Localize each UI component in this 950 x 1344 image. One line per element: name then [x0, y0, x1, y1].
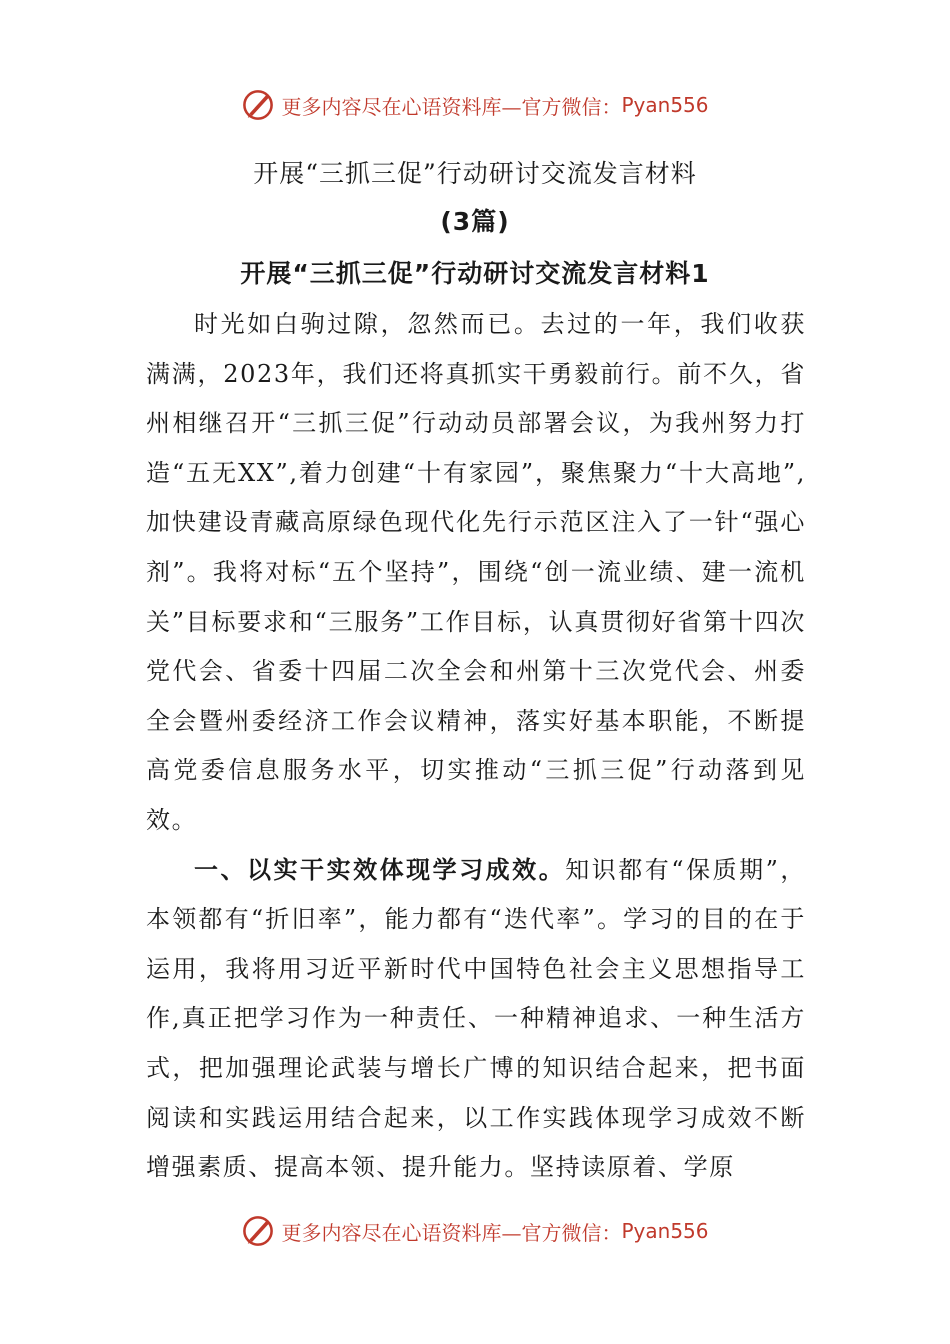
paragraph-intro: 时光如白驹过隙，忽然而已。去过的一年，我们收获满满，2023年，我们还将真抓实干勇毅前行。前不久，省州相继召开“三抓三促”行动动员部署会议，为我州努力打造“五无XX”,着力创建“十有家园”，聚焦聚力“十大高地”,加快建设青藏高原绿色现代化先行示范区注入了一针“强心剂”。我将对标“五个坚持”，围绕“创一流业绩、建一流机关”目标要求和“三服务”工作目标，认真贯彻好省第十四次党代会、省委十四届二次全会和州第十三次党代会、州委全会暨州委经济工作会议精神，落实好基本职能，不断提高党委信息服务水平，切实推动“三抓三促”行动落到见效。: [146, 310, 806, 834]
document-body: [146, 300, 806, 1193]
header-banner: [0, 85, 950, 125]
banner-wechat-id: Pyan556: [621, 93, 709, 117]
pen-logo-icon: [241, 1214, 275, 1248]
footer-banner: [0, 1211, 950, 1251]
section-title: 开展“三抓三促”行动研讨交流发言材料1: [240, 259, 710, 288]
document-subtitle: (3篇): [440, 207, 510, 236]
banner-text: 更多内容尽在心语资料库—官方微信：: [281, 94, 622, 119]
banner-wechat-id: Pyan556: [621, 1219, 709, 1243]
banner-text: 更多内容尽在心语资料库—官方微信：: [281, 1220, 622, 1245]
paragraph-point-1: [146, 846, 806, 1193]
point-1-heading: 一、以实干实效体现学习成效。: [194, 855, 566, 884]
pen-logo-icon: [241, 88, 275, 122]
point-1-text: 知识都有“保质期”，本领都有“折旧率”，能力都有“迭代率”。学习的目的在于运用，我将用习近平新时代中国特色社会主义思想指导工作,真正把学习作为一种责任、一种精神追求、一种生活方式，把加强理论武装与增长广博的知识结合起来，把书面阅读和实践运用结合起来，以工作实践体现学习成效不断增强素质、提高本领、提升能力。坚持读原着、学原: [146, 855, 806, 1182]
document-title: 开展“三抓三促”行动研讨交流发言材料: [253, 159, 697, 188]
